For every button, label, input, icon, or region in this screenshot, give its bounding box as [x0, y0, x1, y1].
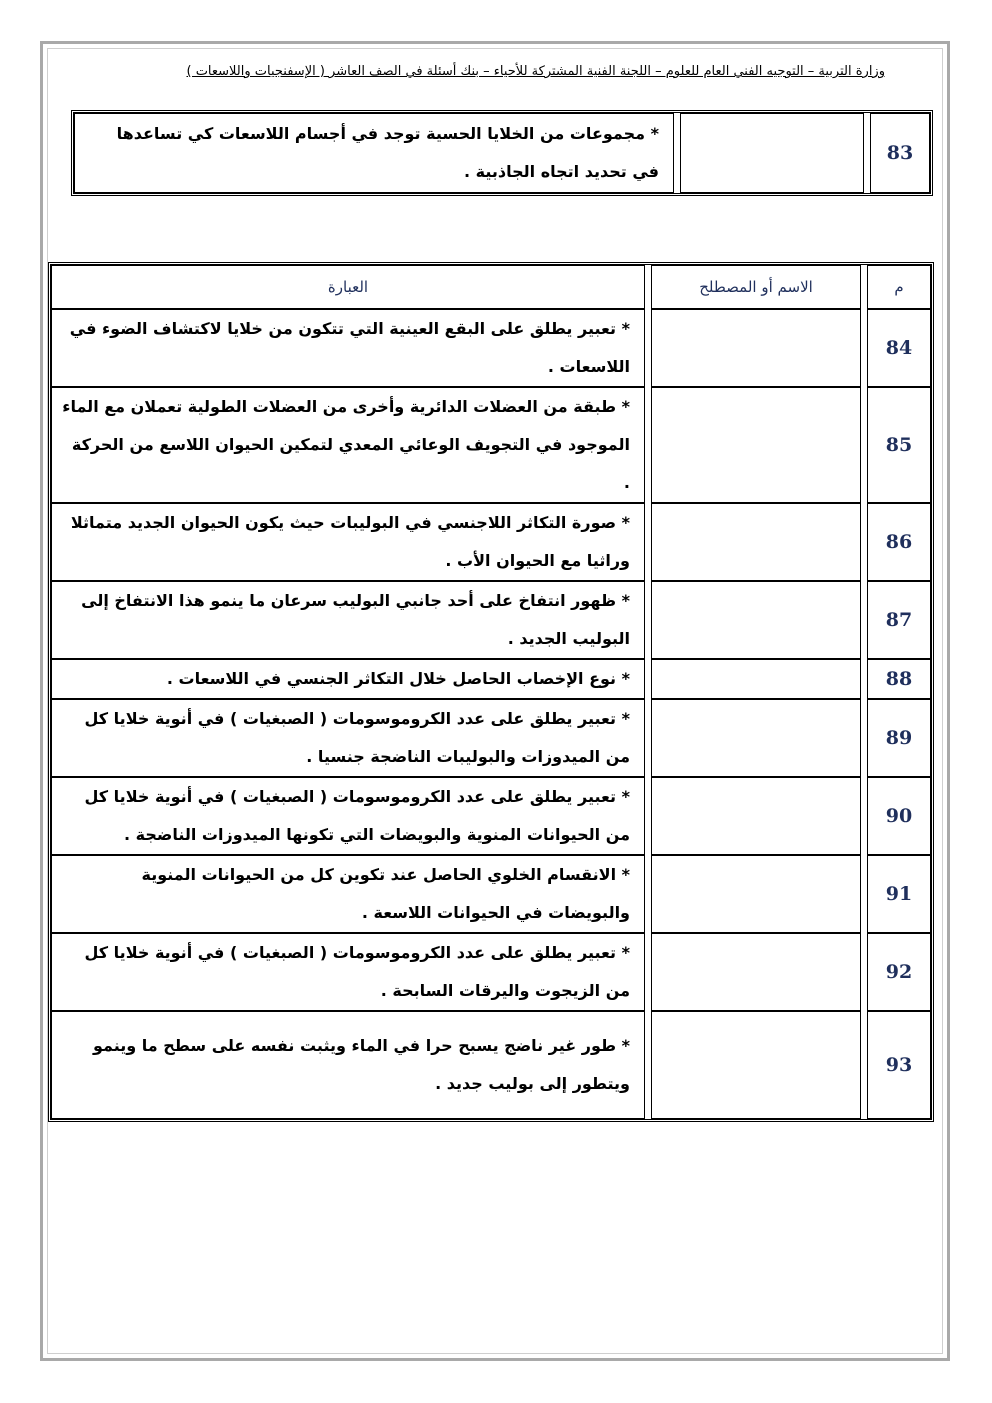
statement-cell: * تعبير يطلق على عدد الكروموسومات ( الصبغيات ) في أنوية خلايا كل من الميدوزات والبوليبات الناضجة جنسيا . — [51, 699, 645, 777]
table-row — [51, 387, 931, 503]
question-number: 86 — [867, 503, 931, 581]
table-row — [51, 855, 931, 933]
question-number: 88 — [867, 659, 931, 699]
term-answer-cell[interactable] — [651, 503, 861, 581]
page-header: وزارة التربية – التوجيه الفني العام للعلوم – اللجنة الفنية المشتركة للأحياء – بنك أسئلة في الصف العاشر ( الإسفنجيات واللاسعات ) — [186, 64, 885, 79]
table-row — [51, 503, 931, 581]
table-row — [51, 309, 931, 387]
table-row — [51, 699, 931, 777]
term-answer-cell[interactable] — [651, 699, 861, 777]
statement-cell: * صورة التكاثر اللاجنسي في البوليبات حيث يكون الحيوان الجديد متماثلا وراثيا مع الحيوان الأب . — [51, 503, 645, 581]
question-number: 93 — [867, 1011, 931, 1119]
table-row — [51, 581, 931, 659]
term-answer-cell[interactable] — [651, 777, 861, 855]
table-row — [51, 1011, 931, 1119]
term-answer-cell[interactable] — [651, 933, 861, 1011]
term-answer-cell[interactable] — [651, 1011, 861, 1119]
term-answer-cell[interactable] — [651, 387, 861, 503]
table-row — [51, 777, 931, 855]
table-row — [74, 113, 930, 193]
term-answer-cell[interactable] — [651, 581, 861, 659]
question-number: 91 — [867, 855, 931, 933]
term-answer-cell[interactable] — [651, 659, 861, 699]
question-table-main — [48, 262, 934, 1122]
table-row — [51, 659, 931, 699]
term-answer-cell[interactable] — [651, 855, 861, 933]
question-number: 90 — [867, 777, 931, 855]
statement-cell: * ظهور انتفاخ على أحد جانبي البوليب سرعان ما ينمو هذا الانتفاخ إلى البوليب الجديد . — [51, 581, 645, 659]
table-row — [51, 933, 931, 1011]
question-number: 83 — [870, 113, 930, 193]
column-header-statement: العبارة — [51, 265, 645, 309]
statement-cell: * مجموعات من الخلايا الحسية توجد في أجسام اللاسعات كي تساعدها في تحديد اتجاه الجاذبية . — [74, 113, 674, 193]
question-number: 92 — [867, 933, 931, 1011]
statement-cell: * الانقسام الخلوي الحاصل عند تكوين كل من الحيوانات المنوية والبويضات في الحيوانات اللاسعة . — [51, 855, 645, 933]
table-header-row — [51, 265, 931, 309]
statement-cell: * تعبير يطلق على عدد الكروموسومات ( الصبغيات ) في أنوية خلايا كل من الزيجوت واليرقات السابحة . — [51, 933, 645, 1011]
statement-cell: * تعبير يطلق على البقع العينية التي تتكون من خلايا لاكتشاف الضوء في اللاسعات . — [51, 309, 645, 387]
statement-cell: * تعبير يطلق على عدد الكروموسومات ( الصبغيات ) في أنوية خلايا كل من الحيوانات المنوية والبويضات التي تكونها الميدوزات الناضجة . — [51, 777, 645, 855]
term-answer-cell[interactable] — [651, 309, 861, 387]
question-table-top — [71, 110, 933, 196]
term-answer-cell[interactable] — [680, 113, 864, 193]
statement-cell: * طبقة من العضلات الدائرية وأخرى من العضلات الطولية تعملان مع الماء الموجود في التجويف الوعائي المعدي لتمكين الحيوان اللاسع من الحركة . — [51, 387, 645, 503]
question-number: 85 — [867, 387, 931, 503]
question-number: 87 — [867, 581, 931, 659]
question-number: 89 — [867, 699, 931, 777]
statement-cell: * طور غير ناضج يسبح حرا في الماء ويثبت نفسه على سطح ما وينمو ويتطور إلى بوليب جديد . — [51, 1011, 645, 1119]
question-number: 84 — [867, 309, 931, 387]
column-header-term: الاسم أو المصطلح — [651, 265, 861, 309]
column-header-number: م — [867, 265, 931, 309]
statement-cell: * نوع الإخصاب الحاصل خلال التكاثر الجنسي في اللاسعات . — [51, 659, 645, 699]
